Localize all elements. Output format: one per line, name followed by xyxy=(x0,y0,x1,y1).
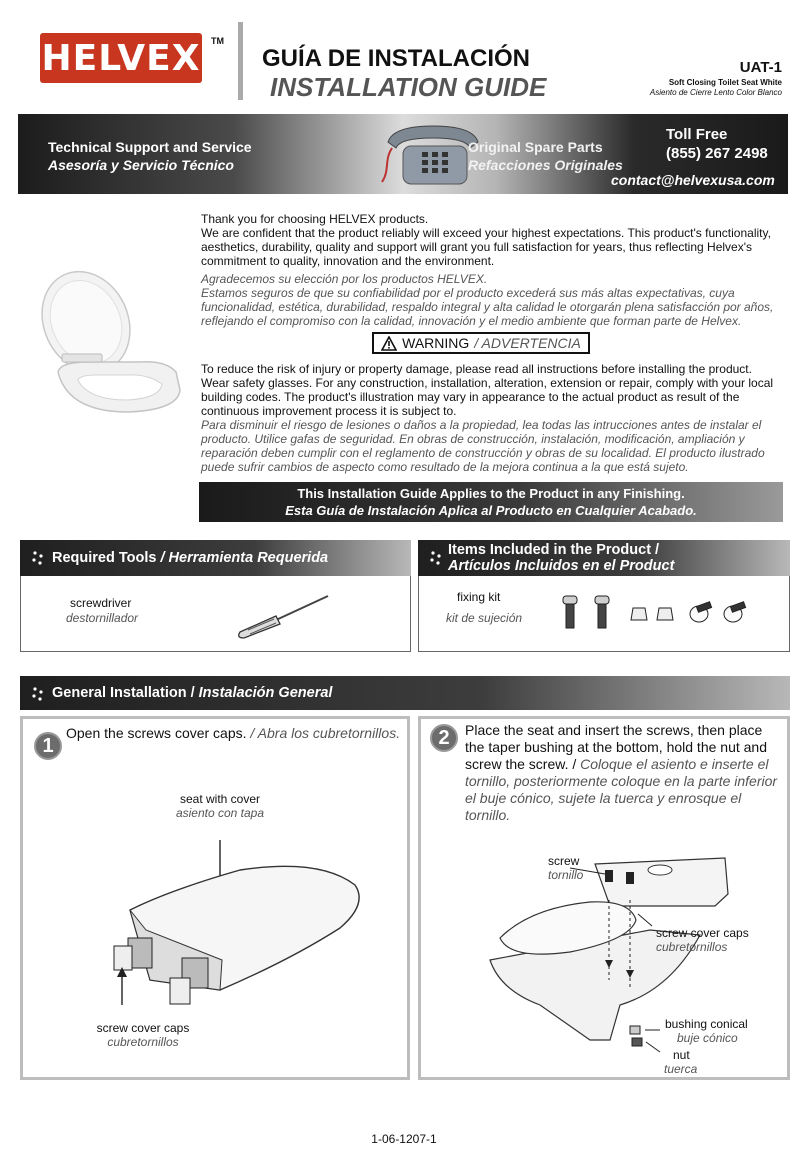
screw-label-en: screw xyxy=(548,854,580,868)
intro-en-line1: Thank you for choosing HELVEX products. xyxy=(201,212,429,226)
step-1-number: 1 xyxy=(34,732,62,760)
warning-text-en: To reduce the risk of injury or property damage, please read all instructions before installing the product. Wear safety glasses. For any construction, installation, alteration, extension or repair, comply with your local building codes. The product's illustration may vary in appearance to the actual product as result of the continuous improvement process it is subject to. xyxy=(201,362,774,418)
step-1-text-es: / Abra los cubretornillos. xyxy=(250,725,401,741)
toilet-seat-image xyxy=(28,262,186,422)
spare-parts-en: Original Spare Parts xyxy=(468,139,603,155)
applies-banner xyxy=(199,482,783,522)
required-tools-header xyxy=(20,540,411,576)
screw-label-es: tornillo xyxy=(548,868,584,882)
step-1-instruction xyxy=(66,725,406,742)
warning-triangle-icon xyxy=(381,336,397,351)
model-description-en: Soft Closing Toilet Seat White xyxy=(668,78,782,87)
bushing-label-en: bushing conical xyxy=(665,1017,748,1031)
items-included-title-en: Items Included in the Product / xyxy=(448,542,660,558)
required-tools-title-en: Required Tools xyxy=(52,550,157,566)
intro-text xyxy=(201,212,781,332)
step-2-caps-label-es: cubretornillos xyxy=(656,940,728,954)
title-english: INSTALLATION GUIDE xyxy=(270,72,547,102)
general-installation-title-en: General Installation / xyxy=(52,685,195,701)
step-2-instruction xyxy=(465,722,783,824)
intro-es-line1: Agradecemos su elección por los productos HELVEX. xyxy=(201,272,488,286)
title-spanish: GUÍA DE INSTALACIÓN xyxy=(262,45,530,72)
seat-with-cover-label-en: seat with cover xyxy=(179,792,261,806)
bushing-label xyxy=(665,1017,765,1045)
bushing-label-es: buje cónico xyxy=(677,1031,738,1045)
telephone-icon xyxy=(378,120,488,190)
fixing-kit-icon xyxy=(555,594,780,634)
bullet-dots-icon xyxy=(428,549,446,567)
step-2-text-es: Coloque el asiento e inserte el tornillo, posteriormente coloque en la parte inferior el buje cónico, sujete la tuerca y enrosque el tornillo. xyxy=(465,756,778,823)
nut-label xyxy=(664,1048,724,1076)
screwdriver-icon xyxy=(236,592,332,640)
general-installation-header xyxy=(20,676,790,710)
toll-free-number: (855) 267 2498 xyxy=(666,145,768,162)
step-2-number: 2 xyxy=(430,724,458,752)
general-installation-title-es: Instalación General xyxy=(198,685,333,701)
seat-with-cover-label-es: asiento con tapa xyxy=(175,806,265,820)
step-1-caps-label-es: cubretornillos xyxy=(107,1035,179,1049)
support-email: contact@helvexusa.com xyxy=(611,172,775,188)
warning-label-en: WARNING xyxy=(402,335,470,351)
warning-text-es: Para disminuir el riesgo de lesiones o daños a la propiedad, lea todas las intrucciones antes de instalar el producto. Utilice gafas de seguridad. En obras de construcción, instalación, modificación, ampliación y reparación deben cumplir con el reglamento de construcción y obras de su localidad. El producto ilustrado puede sufrir cambios de aspecto como resultado de la mejora continua a la que está sujeto. xyxy=(201,418,765,474)
step-2-text-en: Place the seat and insert the screws, then place the taper bushing at the bottom, hold the nut and screw the screw. / xyxy=(465,722,767,772)
bullet-dots-icon xyxy=(30,549,48,567)
fixing-kit-label-en: fixing kit xyxy=(457,590,501,604)
items-included-title-es: Artículos Incluidos en el Product xyxy=(448,558,675,574)
applies-en: This Installation Guide Applies to the Product in any Finishing. xyxy=(297,486,685,501)
step-1-text-en: Open the screws cover caps. xyxy=(66,725,247,741)
intro-es-body: Estamos seguros de que su confiabilidad por el producto excederá sus más altas expectativas, cuya funcionalidad, estética, durabilidad, respaldo integral y alta calidad le otorgarán plena satisfacción por años, reflejando el compromiso con la calidad, innovación y el medio ambiente que forman parte de Helvex. xyxy=(201,286,774,328)
items-included-header xyxy=(418,540,790,576)
tech-support-en: Technical Support and Service xyxy=(48,139,252,155)
spare-parts-es: Refacciones Originales xyxy=(468,157,623,173)
model-number: UAT-1 xyxy=(739,59,782,76)
bullet-dots-icon xyxy=(30,685,48,703)
applies-es: Esta Guía de Instalación Aplica al Producto en Cualquier Acabado. xyxy=(285,503,697,518)
helvex-logo: HELVEX xyxy=(40,33,202,83)
warning-text xyxy=(201,362,783,474)
toll-free-label: Toll Free xyxy=(666,126,728,143)
fixing-kit-label-es: kit de sujeción xyxy=(446,611,523,625)
required-tools-title-es: / Herramienta Requerida xyxy=(160,550,329,566)
step-2-caps-label xyxy=(656,926,756,954)
warning-label-es: / ADVERTENCIA xyxy=(474,335,581,351)
model-description-es: Asiento de Cierre Lento Color Blanco xyxy=(649,88,782,97)
tech-support-es: Asesoría y Servicio Técnico xyxy=(48,157,234,173)
header-divider xyxy=(238,22,243,100)
screwdriver-label-es: destornillador xyxy=(66,611,139,625)
screwdriver-label-en: screwdriver xyxy=(70,596,132,610)
step-1-caps-label-en: screw cover caps xyxy=(96,1021,190,1035)
seat-with-cover-label xyxy=(160,792,280,820)
nut-label-en: nut xyxy=(673,1048,690,1062)
document-code: 1-06-1207-1 xyxy=(371,1132,437,1146)
trademark-mark: TM xyxy=(211,36,224,46)
nut-label-es: tuerca xyxy=(664,1062,698,1076)
step-2-caps-label-en: screw cover caps xyxy=(656,926,749,940)
intro-en-body: We are confident that the product reliably will exceed your highest expectations. This product's functionality, aesthetics, durability, quality and support will grant you full satisfaction for years, thus reflecting Helvex's commitment to quality, innovation and the environment. xyxy=(201,226,771,268)
step-1-seat-illustration xyxy=(110,830,370,1020)
warning-box xyxy=(372,332,590,354)
support-banner xyxy=(18,114,788,194)
step-1-caps-label xyxy=(88,1021,198,1049)
